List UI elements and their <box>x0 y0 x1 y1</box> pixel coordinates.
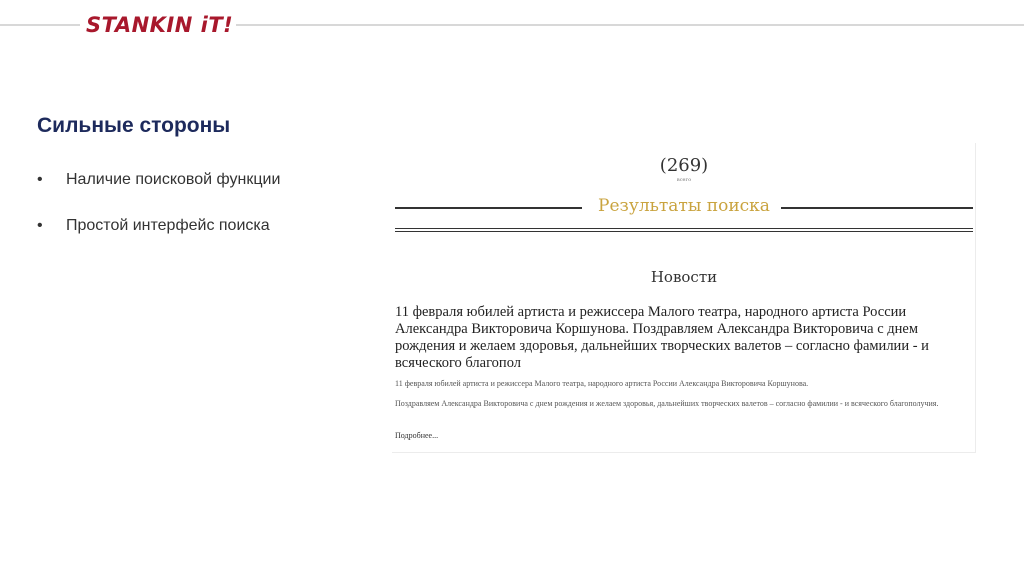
header-rule-right <box>236 24 1024 26</box>
news-heading: Новости <box>650 268 718 286</box>
header-rule-left <box>0 24 80 26</box>
divider <box>781 207 973 209</box>
news-snippet: 11 февраля юбилей артиста и режиссера Малого театра, народного артиста России Александра Викторовича Коршунова. <box>395 379 809 388</box>
bullet-text: Простой интерфейс поиска <box>66 217 270 234</box>
divider <box>395 231 973 232</box>
slide-title: Сильные стороны <box>37 114 231 137</box>
read-more-link[interactable]: Подробнее... <box>395 431 439 440</box>
screenshot-border <box>975 143 976 453</box>
results-count-caption: всего <box>676 177 692 183</box>
news-headline-link[interactable]: 11 февраля юбилей артиста и режиссера Малого театра, народного артиста России Александра Викторовича Коршунова. Поздравляем Александра Викторовича с днем рождения и желаем здоровья, дальнейших творческих валетов – согласно фамилии - и всяческого благопол <box>395 304 929 371</box>
bullet-dot-icon: • <box>37 217 43 234</box>
stankin-logo: STANKIN iT! <box>86 13 234 37</box>
bullet-dot-icon: • <box>37 171 43 188</box>
bullet-text: Наличие поисковой функции <box>66 171 281 188</box>
screenshot-border <box>392 452 976 453</box>
results-count: (269) <box>659 155 709 176</box>
bullet-list <box>37 171 280 263</box>
divider <box>395 228 973 229</box>
results-title: Результаты поиска <box>598 196 770 216</box>
bullet-item <box>37 217 280 263</box>
search-results-screenshot <box>392 143 976 453</box>
news-snippet: Поздравляем Александра Викторовича с днем рождения и желаем здоровья, дальнейших творческих валетов – согласно фамилии - и всяческого благополучия. <box>395 399 939 408</box>
bullet-item <box>37 171 280 217</box>
